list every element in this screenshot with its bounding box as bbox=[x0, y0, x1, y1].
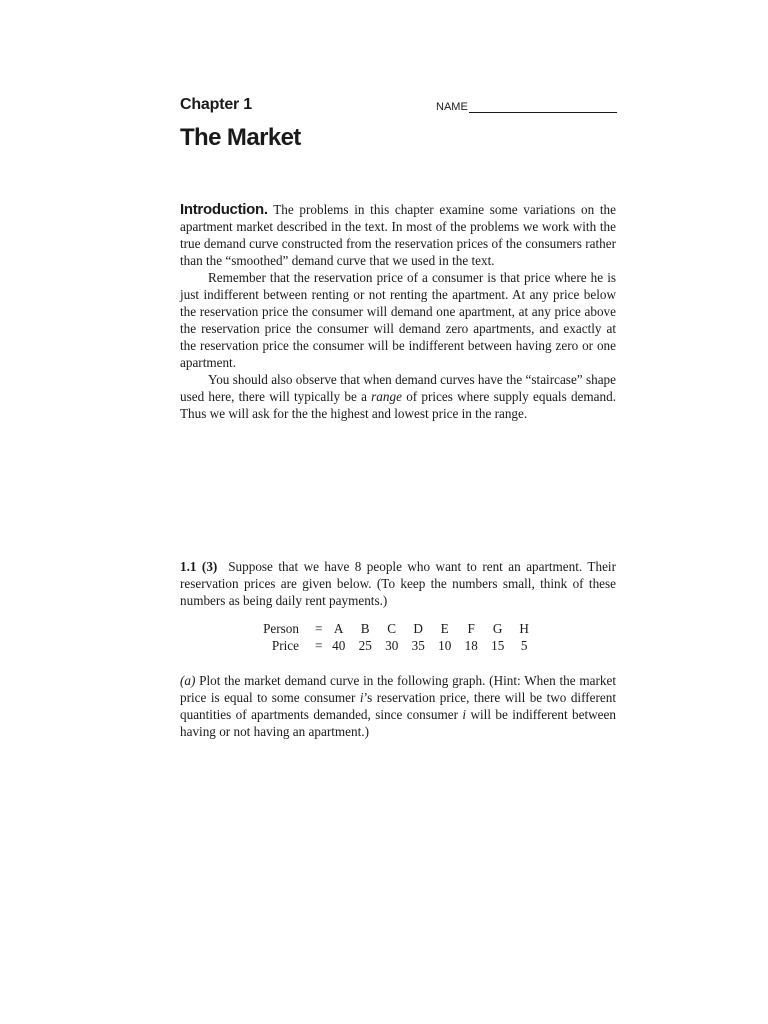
introduction-section bbox=[180, 201, 616, 422]
price-row bbox=[255, 637, 537, 654]
problem-part-a bbox=[180, 672, 616, 740]
part-a-text-3: will be indifferent between having or not having an apartment.) bbox=[180, 707, 616, 739]
problem-statement bbox=[180, 558, 616, 609]
price-cell: 18 bbox=[464, 638, 478, 653]
price-cell: 30 bbox=[385, 638, 399, 653]
variable-i: i bbox=[359, 690, 364, 705]
intro-paragraph-2: Remember that the reservation price of a consumer is that price where he is just indifferent between renting or not renting the apartment. At any price below the reservation price the consumer will demand one apartment, at any price above the reservation price the consumer will demand zero apartments, and exactly at the reservation price the consumer will be indifferent between having zero or one apartment. bbox=[180, 270, 616, 370]
price-cell: 5 bbox=[520, 638, 528, 653]
person-row-label: Person bbox=[263, 621, 299, 636]
person-cell: E bbox=[440, 621, 449, 636]
price-row-label: Price bbox=[271, 638, 299, 653]
person-cell: D bbox=[413, 621, 423, 636]
problem-1-1 bbox=[180, 558, 616, 609]
person-cell: B bbox=[360, 621, 370, 636]
reservation-price-table bbox=[255, 620, 537, 654]
intro-heading: Introduction. bbox=[180, 201, 268, 218]
part-a-label: (a) bbox=[180, 673, 196, 688]
intro-paragraph-3-text-b: of prices where supply equals demand. Thus we will ask for the the highest and lowest price in the range. bbox=[180, 389, 616, 421]
intro-emphasis-range: range bbox=[371, 389, 402, 404]
part-a-text-1: Plot the market demand curve in the following graph. (Hint: When the market price is equal to some consumer bbox=[180, 673, 616, 705]
name-field bbox=[436, 100, 617, 113]
person-row bbox=[255, 620, 537, 637]
chapter-title: The Market bbox=[180, 124, 301, 151]
intro-paragraph-3-text-a: You should also observe that when demand curves have the “staircase” shape used here, there will typically be a bbox=[180, 372, 616, 404]
equals-sign: = bbox=[315, 638, 323, 653]
person-cell: A bbox=[333, 621, 344, 636]
chapter-label: Chapter 1 bbox=[180, 96, 252, 113]
price-cell: 35 bbox=[411, 638, 425, 653]
person-cell: H bbox=[519, 621, 529, 636]
part-a-text-2: ’s reservation price, there will be two different quantities of apartments demanded, since consumer bbox=[180, 690, 616, 722]
name-blank-line bbox=[469, 100, 617, 113]
person-cell: F bbox=[467, 621, 475, 636]
price-cell: 40 bbox=[332, 638, 346, 653]
intro-paragraph-3 bbox=[180, 371, 616, 422]
price-cell: 15 bbox=[491, 638, 505, 653]
person-cell: C bbox=[387, 621, 397, 636]
variable-i: i bbox=[462, 707, 467, 722]
person-cell: G bbox=[492, 621, 503, 636]
problem-text: Suppose that we have 8 people who want to rent an apartment. Their reservation prices are given below. (To keep the numbers small, think of these numbers as being daily rent payments.) bbox=[180, 559, 616, 608]
name-label: NAME bbox=[436, 101, 468, 113]
price-cell: 10 bbox=[438, 638, 452, 653]
problem-number: 1.1 (3) bbox=[180, 559, 218, 574]
equals-sign: = bbox=[315, 621, 323, 636]
part-a-text bbox=[180, 672, 616, 740]
price-cell: 25 bbox=[358, 638, 372, 653]
intro-paragraph-1-text: The problems in this chapter examine some variations on the apartment market described in the text. In most of the problems we work with the true demand curve constructed from the reservation prices of the consumers rather than the “smoothed” demand curve that we used in the text. bbox=[180, 202, 616, 268]
intro-paragraph-1 bbox=[180, 201, 616, 269]
